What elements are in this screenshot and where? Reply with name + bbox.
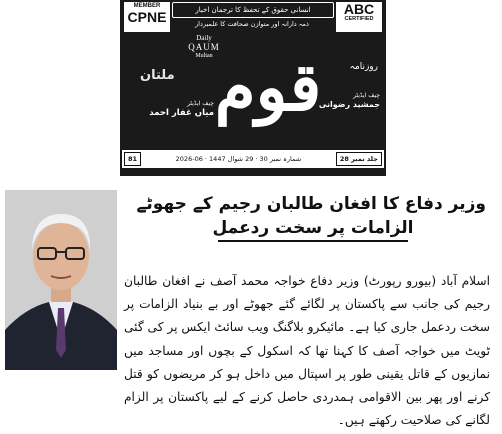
roznama-label: روزنامہ <box>349 62 378 72</box>
editor-name: میاں غفار احمد <box>149 108 214 118</box>
minister-photo <box>5 190 117 370</box>
multan-label: Multan <box>195 53 213 59</box>
founder-block <box>310 92 380 110</box>
article-body <box>124 270 490 432</box>
badge-abc-label: ABC <box>343 1 375 17</box>
portrait-illustration <box>5 190 117 370</box>
city-label: ملتان <box>140 68 175 83</box>
editor-block <box>124 100 214 119</box>
newspaper-masthead <box>120 0 386 176</box>
masthead-tagline: انسانی حقوق کے تحفظ کا ترجمان اخبار <box>172 2 334 18</box>
masthead-subtagline: ذمہ دارانہ اور متوازن صحافت کا علمبردار <box>195 20 309 28</box>
badge-cpne-label: CPNE <box>127 9 167 25</box>
volume-number: جلد نمبر 28 <box>336 152 382 166</box>
abc-certified-badge <box>336 2 382 32</box>
headline-line-1: وزیر دفاع کا افغان طالبان رجیم کے جھوٹے <box>136 194 486 214</box>
badge-certified-label: CERTIFIED <box>344 16 374 22</box>
editor-label: چیف ایڈیٹر <box>187 100 214 107</box>
dateline-bar <box>122 150 384 168</box>
qaum-logo: قوم <box>214 48 322 126</box>
cpne-member-badge <box>124 2 170 32</box>
founder-name: جمشید رضوانی <box>318 100 380 109</box>
article-headline <box>136 192 486 242</box>
badge-member-label: MEMBER <box>133 3 161 9</box>
page-number: 81 <box>124 152 141 166</box>
article-paragraph: اسلام آباد (بیورو رپورٹ) وزیر دفاع خواجہ محمد آصف نے افغان طالبان رجیم کی جانب سے پاکستان پر لگائے گئے جھوٹے اور بے بنیاد الزامات پر سخت ردعمل جاری کیا ہے۔ مائیکرو بلاگنگ ویب سائٹ ایکس پر کی گئی ٹویٹ میں خواجہ آصف کا کہنا تھا کہ اسکول کے بچوں اور مساجد میں نمازیوں کے قاتل یقینی طور پر اسپتال میں داخل ہو کر مریضوں کو قتل کرنے اور پھر بین الاقوامی ہمدردی حاصل کرنے کے لیے پاکستان پر الزام لگانے کی صلاحیت رکھتے ہیں۔ <box>124 274 490 428</box>
headline-underline <box>218 240 408 242</box>
qaum-label: QAUM <box>188 42 220 52</box>
dateline-text: شمارہ نمبر 30 · 29 شوال 1447 · 06-2026 <box>175 155 302 163</box>
daily-label: Daily <box>196 34 212 42</box>
headline-line-2: الزامات پر سخت ردعمل <box>212 218 414 238</box>
founder-label: چیف ایڈیٹر <box>353 92 380 99</box>
